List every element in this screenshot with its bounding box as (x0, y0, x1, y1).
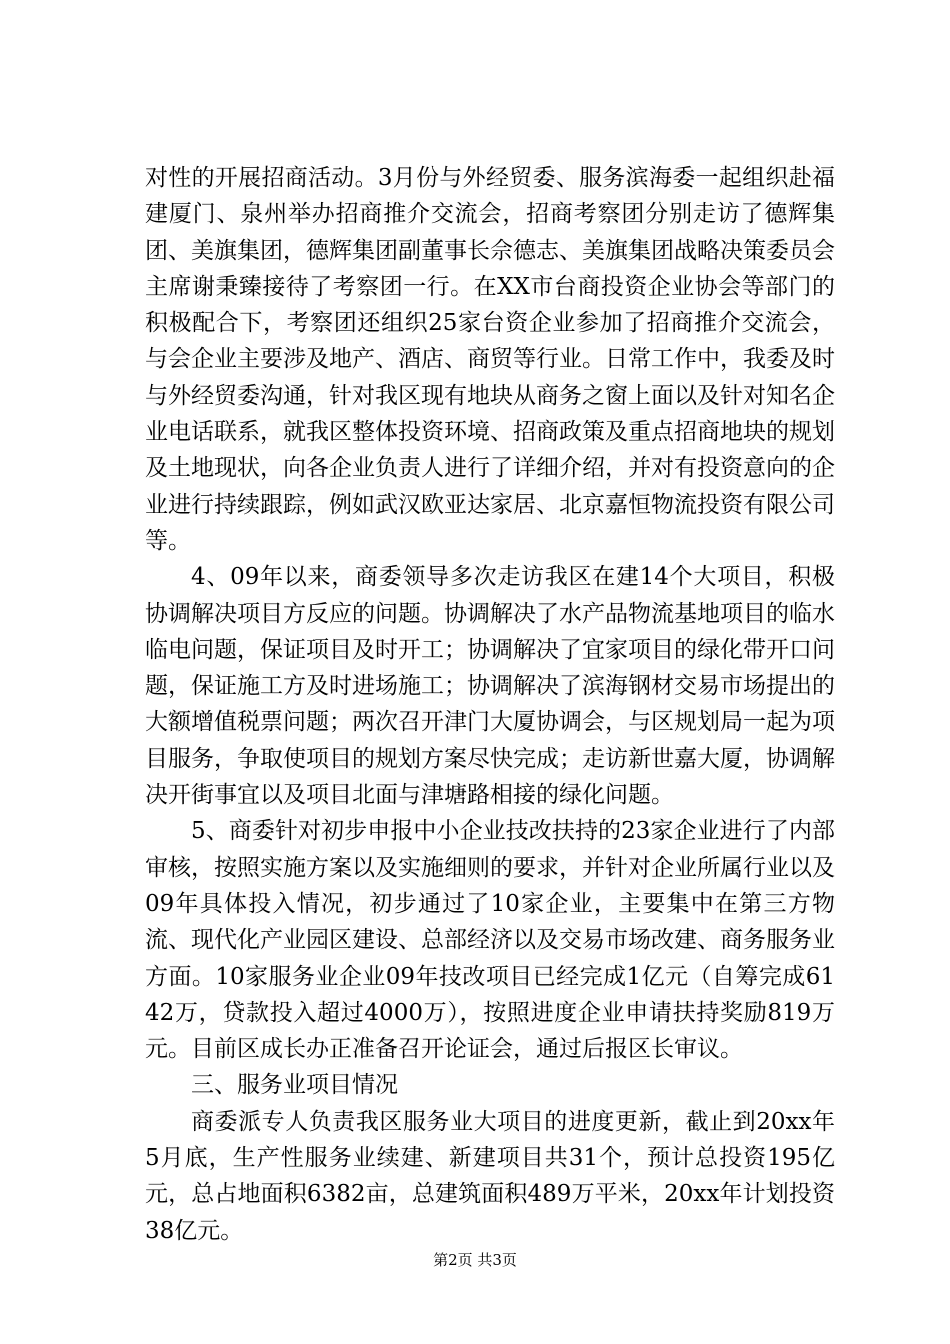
page-number-footer: 第2页 共3页 (433, 1251, 517, 1269)
section-heading-service-projects: 三、服务业项目情况 (191, 1072, 398, 1099)
paragraph-service-projects-status: 商委派专人负责我区服务业大项目的进度更新，截止到20xx年5月底，生产性服务业续建、新建项目共31个，预计总投资195亿元，总占地面积6382亩，总建筑面积489万平米，20xx年计划投资38亿元。 (145, 1108, 835, 1244)
paragraph-investment-activities: 对性的开展招商活动。3月份与外经贸委、服务滨海委一起组织赴福建厦门、泉州举办招商推介交流会，招商考察团分别走访了德辉集团、美旗集团，德辉集团副董事长佘德志、美旗集团战略决策委员会主席谢秉臻接待了考察团一行。在XX市台商投资企业协会等部门的积极配合下，考察团还组织25家台资企业参加了招商推介交流会，与会企业主要涉及地产、酒店、商贸等行业。日常工作中，我委及时与外经贸委沟通，针对我区现有地块从商务之窗上面以及针对知名企业电话联系，就我区整体投资环境、招商政策及重点招商地块的规划及土地现状，向各企业负责人进行了详细介绍，并对有投资意向的企业进行持续跟踪，例如武汉欧亚达家居、北京嘉恒物流投资有限公司等。 (145, 165, 835, 554)
paragraph-item-5-tech-upgrade: 5、商委针对初步申报中小企业技改扶持的23家企业进行了内部审核，按照实施方案以及实施细则的要求，并针对企业所属行业以及09年具体投入情况，初步通过了10家企业，主要集中在第三方物流、现代化产业园区建设、总部经济以及交易市场改建、商务服务业方面。10家服务业企业09年技改项目已经完成1亿元（自筹完成6142万，贷款投入超过4000万），按照进度企业申请扶持奖励819万元。目前区成长办正准备召开论证会，通过后报区长审议。 (145, 818, 835, 1063)
paragraph-item-4-projects: 4、09年以来，商委领导多次走访我区在建14个大项目，积极协调解决项目方反应的问题。协调解决了水产品物流基地项目的临水临电问题，保证项目及时开工；协调解决了宜家项目的绿化带开口问题，保证施工方及时进场施工；协调解决了滨海钢材交易市场提出的大额增值税票问题；两次召开津门大厦协调会，与区规划局一起为项目服务，争取使项目的规划方案尽快完成；走访新世嘉大厦，协调解决开街事宜以及项目北面与津塘路相接的绿化问题。 (145, 564, 835, 809)
document-body (145, 160, 835, 1249)
